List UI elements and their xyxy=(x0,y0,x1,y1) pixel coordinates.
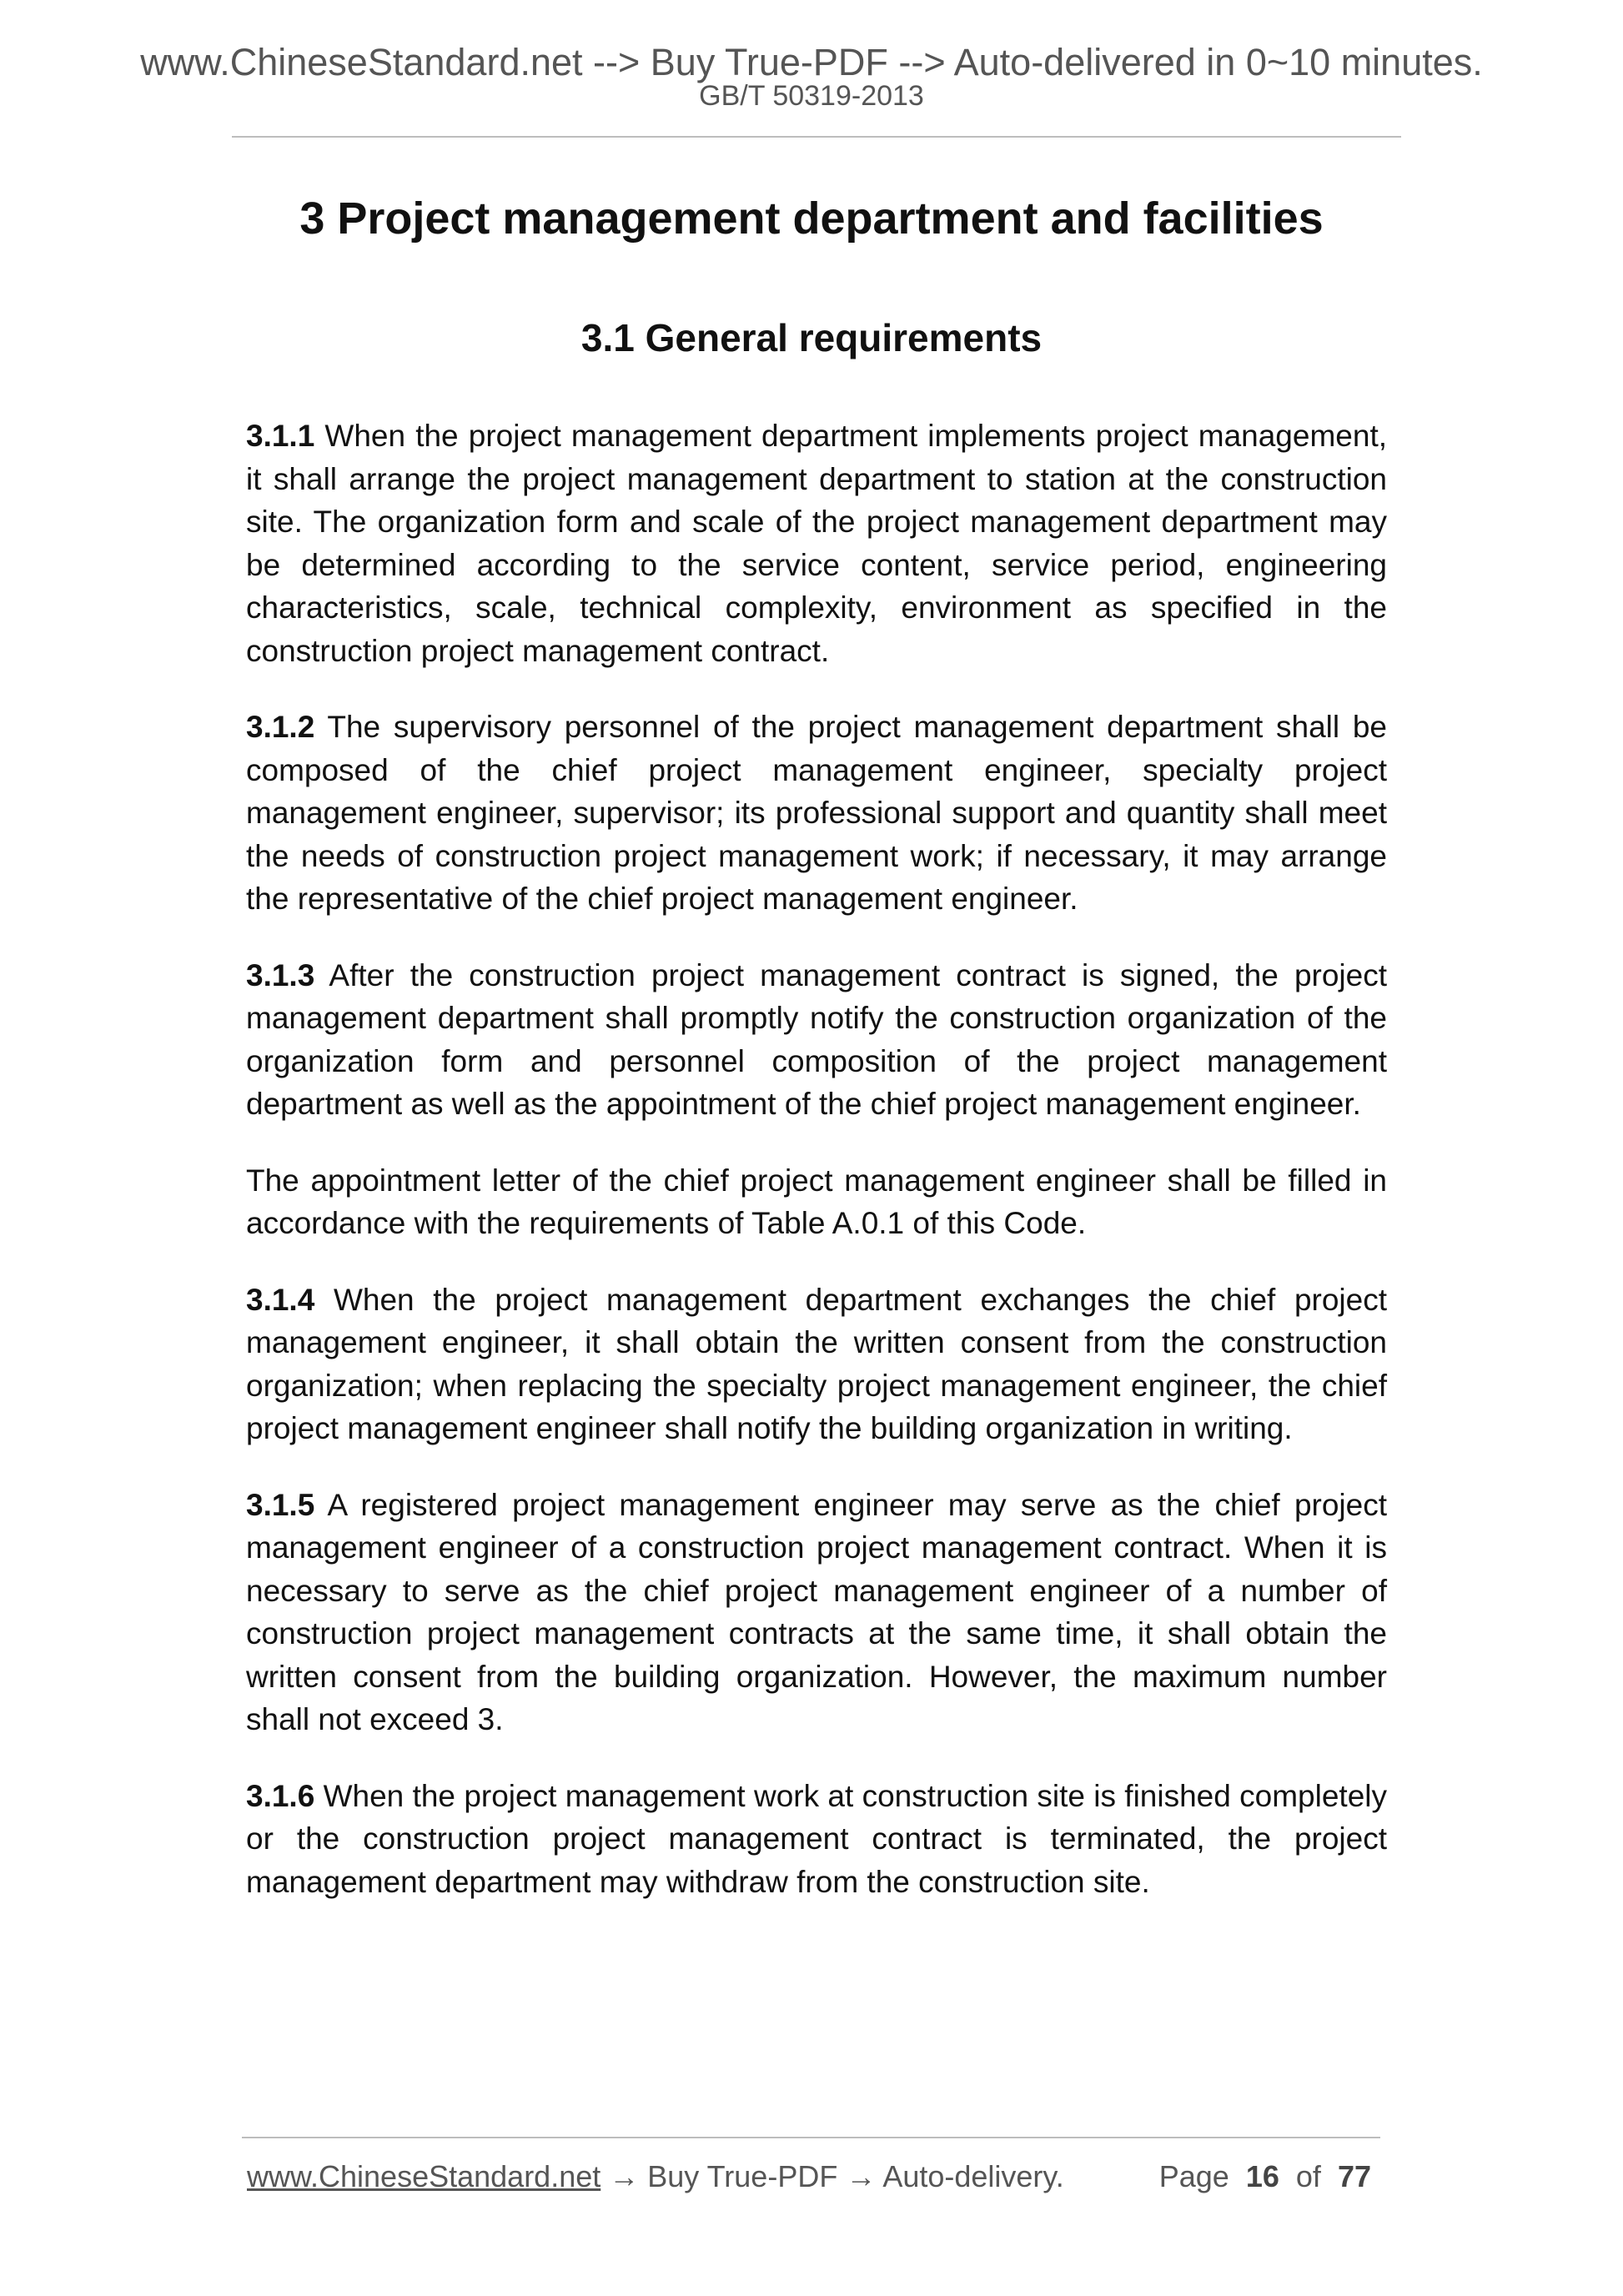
website-link[interactable]: www.ChineseStandard.net xyxy=(247,2159,601,2193)
footer-tagline: → Buy True-PDF → Auto-delivery. xyxy=(600,2159,1064,2193)
page-current: 16 xyxy=(1245,2159,1279,2193)
footer-links xyxy=(247,2158,1064,2194)
header-divider xyxy=(232,136,1401,138)
page-total: 77 xyxy=(1337,2159,1371,2193)
chapter-title: 3 Project management department and facilities xyxy=(299,193,1324,244)
clause-number: 3.1.6 xyxy=(246,1778,315,1813)
clause-text: A registered project management engineer may serve as the chief project management engineer of a construction project management contract. When it is necessary to serve as the chief project management engineer of a number of construction project management contracts at the same time, it shall obtain the written consent from the building organization. However, the maximum number shall not exceed 3. xyxy=(246,1487,1387,1736)
clause-text: The supervisory personnel of the project management department shall be composed of the chief project management engineer, specialty project management engineer, supervisor; its professional support and quantity shall meet the needs of construction project management work; if necessary, it may arrange the representative of the chief project management engineer. xyxy=(246,710,1387,916)
clause-text: When the project management department exchanges the chief project management engineer, it shall obtain the written consent from the construction organization; when replacing the specialty project management engineer, the chief project management engineer shall notify the building organization in writing. xyxy=(246,1282,1387,1445)
clause-3-1-1 xyxy=(246,414,1387,672)
clause-list xyxy=(246,414,1387,1937)
top-banner: www.ChineseStandard.net --> Buy True-PDF --> Auto-delivered in 0~10 minutes. xyxy=(140,41,1483,83)
clause-text: When the project management work at construction site is finished completely or the construction project management contract is terminated, the project management department may withdraw from the construction site. xyxy=(246,1778,1387,1899)
clause-3-1-2 xyxy=(246,706,1387,921)
clause-3-1-6 xyxy=(246,1775,1387,1904)
clause-3-1-5 xyxy=(246,1484,1387,1741)
clause-text: After the construction project management contract is signed, the project management department shall promptly notify the construction organization of the organization form and personnel composition of the project management department as well as the appointment of the chief project management engineer. xyxy=(246,957,1388,1121)
footer-divider xyxy=(242,2137,1380,2138)
clause-3-1-3-note xyxy=(246,1159,1387,1245)
page-of-label: of xyxy=(1295,2159,1321,2193)
page-number xyxy=(1159,2158,1371,2194)
clause-number: 3.1.3 xyxy=(246,957,315,992)
page-label: Page xyxy=(1158,2159,1229,2193)
clause-number: 3.1.5 xyxy=(246,1487,315,1522)
clause-number: 3.1.2 xyxy=(246,710,315,744)
section-title: 3.1 General requirements xyxy=(580,316,1043,359)
document-code: GB/T 50319-2013 xyxy=(699,80,924,112)
clause-text: When the project management department implements project management, it shall arrange the project management department to station at the construction site. The organization form and scale of the project management department may be determined according to the service content, service period, engineering characteristics, scale, technical complexity, environment as specified in the construction project management contract. xyxy=(246,419,1387,668)
clause-text: The appointment letter of the chief project management engineer shall be filled in accordance with the requirements of Table A.0.1 of this Code. xyxy=(246,1163,1387,1240)
clause-number: 3.1.4 xyxy=(246,1282,315,1317)
clause-3-1-4 xyxy=(246,1279,1387,1450)
clause-number: 3.1.1 xyxy=(246,419,315,453)
clause-3-1-3 xyxy=(246,954,1387,1126)
